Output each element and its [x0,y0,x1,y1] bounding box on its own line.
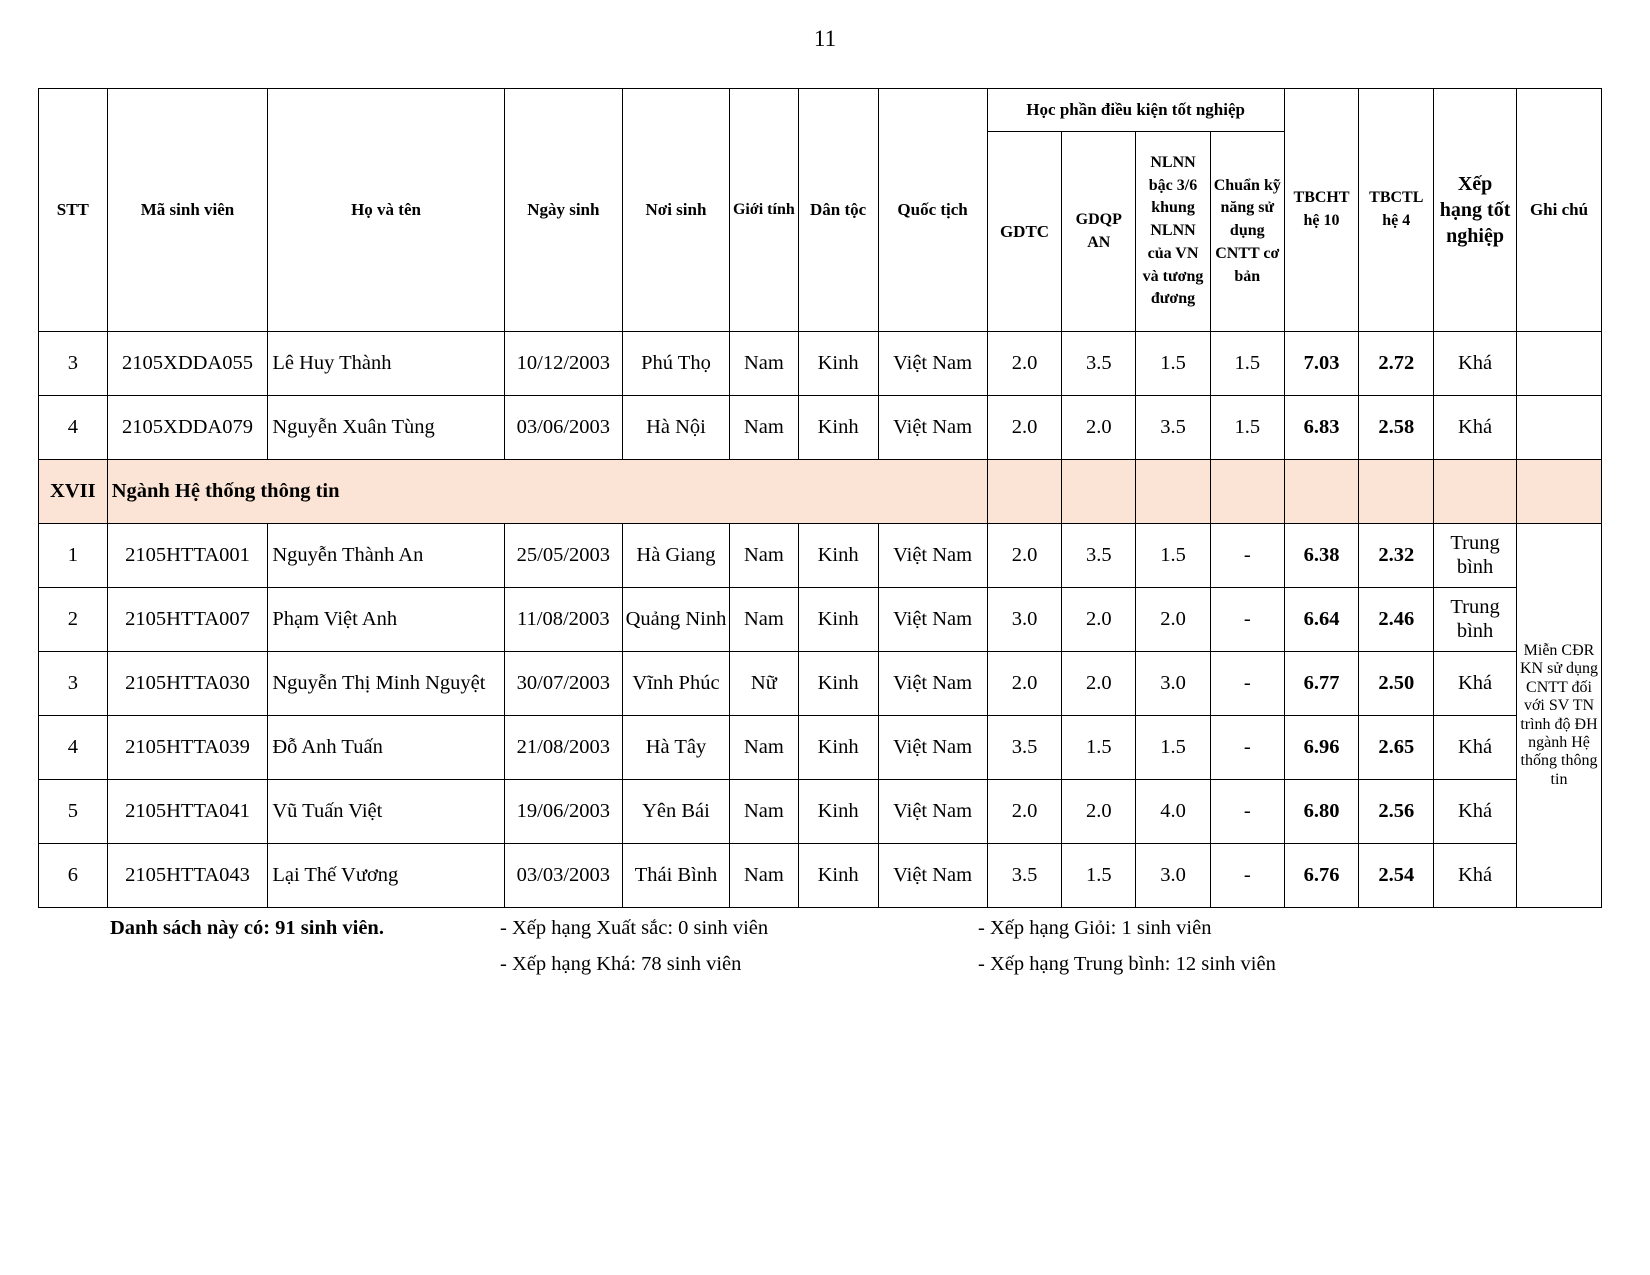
cell-quoc-tich: Việt Nam [878,332,987,396]
header-ghi-chu: Ghi chú [1517,89,1602,332]
table-row [39,844,1602,908]
cell-tbcht: 6.83 [1284,396,1359,460]
table-row [39,652,1602,716]
cell-tbcht: 6.80 [1284,780,1359,844]
section-note: Miễn CĐR KN sử dụng CNTT đối với SV TN trình độ ĐH ngành Hệ thống thông tin [1517,524,1602,908]
cell-tbcht: 6.96 [1284,716,1359,780]
header-noi-sinh: Nơi sinh [622,89,729,332]
cell-stt: 5 [39,780,108,844]
cell-ho-va-ten: Đỗ Anh Tuấn [268,716,504,780]
cell-gioi-tinh: Nam [730,844,799,908]
cell-ngay-sinh: 03/03/2003 [504,844,622,908]
graduation-table [38,88,1602,908]
cell-ho-va-ten: Nguyễn Xuân Tùng [268,396,504,460]
cell-ma-sinh-vien: 2105HTTA041 [107,780,268,844]
cell-xep-hang: Khá [1434,780,1517,844]
cell-xep-hang: Trung bình [1434,588,1517,652]
cell-ho-va-ten: Lê Huy Thành [268,332,504,396]
cell-dan-toc: Kinh [798,524,878,588]
cell-tbctl: 2.46 [1359,588,1434,652]
cell-noi-sinh: Hà Giang [622,524,729,588]
cell-gioi-tinh: Nam [730,716,799,780]
cell-gdqp: 2.0 [1062,652,1136,716]
cell-tbcht: 6.77 [1284,652,1359,716]
cell-cntt: - [1210,780,1284,844]
cell-gdqp: 2.0 [1062,396,1136,460]
page-number: 11 [813,26,837,51]
cell-nlnn: 1.5 [1136,716,1211,780]
cell-xep-hang: Khá [1434,844,1517,908]
cell-tbctl: 2.32 [1359,524,1434,588]
cell-dan-toc: Kinh [798,396,878,460]
cell-cntt: - [1210,844,1284,908]
summary-gioi: - Xếp hạng Giỏi: 1 sinh viên [978,917,1212,939]
table-row [39,524,1602,588]
cell-quoc-tich: Việt Nam [878,780,987,844]
cell-stt: 1 [39,524,108,588]
cell-noi-sinh: Hà Tây [622,716,729,780]
cell-gdqp: 3.5 [1062,524,1136,588]
cell-gdtc: 3.0 [987,588,1062,652]
cell-nlnn: 1.5 [1136,332,1211,396]
cell-gioi-tinh: Nam [730,396,799,460]
cell-gioi-tinh: Nam [730,780,799,844]
cell-dan-toc: Kinh [798,332,878,396]
cell-ngay-sinh: 25/05/2003 [504,524,622,588]
summary-trung-binh: - Xếp hạng Trung bình: 12 sinh viên [978,953,1276,975]
cell-stt: 4 [39,716,108,780]
cell-ho-va-ten: Vũ Tuấn Việt [268,780,504,844]
cell-gioi-tinh: Nữ [730,652,799,716]
cell-stt: 2 [39,588,108,652]
header-dan-toc: Dân tộc [798,89,878,332]
cell-gdqp: 1.5 [1062,844,1136,908]
cell-tbctl: 2.50 [1359,652,1434,716]
cell-cntt: 1.5 [1210,396,1284,460]
header-gdtc: GDTC [987,132,1062,332]
header-xep-hang: Xếp hạng tốt nghiệp [1434,89,1517,332]
cell-gdtc: 2.0 [987,332,1062,396]
cell-gdqp: 2.0 [1062,780,1136,844]
cell-tbctl: 2.72 [1359,332,1434,396]
summary-kha: - Xếp hạng Khá: 78 sinh viên [500,953,742,975]
cell-dan-toc: Kinh [798,844,878,908]
cell-gdqp: 3.5 [1062,332,1136,396]
cell-noi-sinh: Yên Bái [622,780,729,844]
cell-gdtc: 2.0 [987,780,1062,844]
cell-dan-toc: Kinh [798,780,878,844]
cell-tbcht: 7.03 [1284,332,1359,396]
cell-ho-va-ten: Phạm Việt Anh [268,588,504,652]
cell-ma-sinh-vien: 2105HTTA030 [107,652,268,716]
cell-xep-hang: Trung bình [1434,524,1517,588]
cell-cntt: 1.5 [1210,332,1284,396]
cell-dan-toc: Kinh [798,716,878,780]
cell-dan-toc: Kinh [798,652,878,716]
cell-ghi-chu [1517,332,1602,396]
cell-ho-va-ten: Lại Thế Vương [268,844,504,908]
cell-ngay-sinh: 30/07/2003 [504,652,622,716]
section-title: Ngành Hệ thống thông tin [107,460,987,524]
cell-quoc-tich: Việt Nam [878,844,987,908]
table-row [39,780,1602,844]
cell-cntt: - [1210,524,1284,588]
table-row [39,716,1602,780]
cell-cntt: - [1210,588,1284,652]
cell-gdtc: 3.5 [987,716,1062,780]
cell-xep-hang: Khá [1434,716,1517,780]
summary-total: Danh sách này có: 91 sinh viên. [110,917,384,939]
cell-tbcht: 6.64 [1284,588,1359,652]
cell-ma-sinh-vien: 2105XDDA079 [107,396,268,460]
cell-ma-sinh-vien: 2105HTTA001 [107,524,268,588]
header-ma-sinh-vien: Mã sinh viên [107,89,268,332]
cell-ghi-chu [1517,396,1602,460]
cell-tbctl: 2.54 [1359,844,1434,908]
header-stt: STT [39,89,108,332]
cell-cntt: - [1210,652,1284,716]
cell-tbctl: 2.56 [1359,780,1434,844]
cell-ma-sinh-vien: 2105HTTA007 [107,588,268,652]
table-row [39,588,1602,652]
cell-gdtc: 2.0 [987,396,1062,460]
cell-ngay-sinh: 03/06/2003 [504,396,622,460]
summary-xuat-sac: - Xếp hạng Xuất sắc: 0 sinh viên [500,917,769,939]
cell-nlnn: 1.5 [1136,524,1211,588]
header-quoc-tich: Quốc tịch [878,89,987,332]
cell-xep-hang: Khá [1434,396,1517,460]
cell-nlnn: 3.0 [1136,652,1211,716]
cell-cntt: - [1210,716,1284,780]
cell-ma-sinh-vien: 2105XDDA055 [107,332,268,396]
cell-ngay-sinh: 11/08/2003 [504,588,622,652]
cell-quoc-tich: Việt Nam [878,652,987,716]
cell-stt: 3 [39,332,108,396]
cell-ho-va-ten: Nguyễn Thành An [268,524,504,588]
cell-quoc-tich: Việt Nam [878,524,987,588]
section-roman: XVII [39,460,108,524]
cell-gioi-tinh: Nam [730,588,799,652]
cell-gdqp: 2.0 [1062,588,1136,652]
cell-tbctl: 2.58 [1359,396,1434,460]
cell-nlnn: 3.5 [1136,396,1211,460]
cell-gdtc: 3.5 [987,844,1062,908]
cell-noi-sinh: Vĩnh Phúc [622,652,729,716]
cell-quoc-tich: Việt Nam [878,396,987,460]
table-row [39,396,1602,460]
cell-ma-sinh-vien: 2105HTTA043 [107,844,268,908]
cell-noi-sinh: Thái Bình [622,844,729,908]
cell-stt: 3 [39,652,108,716]
header-ho-va-ten: Họ và tên [268,89,504,332]
cell-ngay-sinh: 19/06/2003 [504,780,622,844]
cell-dan-toc: Kinh [798,588,878,652]
cell-tbcht: 6.38 [1284,524,1359,588]
cell-gioi-tinh: Nam [730,332,799,396]
cell-stt: 4 [39,396,108,460]
cell-xep-hang: Khá [1434,332,1517,396]
cell-quoc-tich: Việt Nam [878,716,987,780]
cell-stt: 6 [39,844,108,908]
cell-ngay-sinh: 21/08/2003 [504,716,622,780]
cell-noi-sinh: Quảng Ninh [622,588,729,652]
header-tbctl: TBCTL hệ 4 [1359,89,1434,332]
header-ngay-sinh: Ngày sinh [504,89,622,332]
section-row [39,460,1602,524]
header-tbcht: TBCHT hệ 10 [1284,89,1359,332]
cell-xep-hang: Khá [1434,652,1517,716]
cell-ma-sinh-vien: 2105HTTA039 [107,716,268,780]
header-cntt: Chuẩn kỹ năng sử dụng CNTT cơ bản [1210,132,1284,332]
cell-gdqp: 1.5 [1062,716,1136,780]
cell-noi-sinh: Hà Nội [622,396,729,460]
cell-nlnn: 2.0 [1136,588,1211,652]
cell-noi-sinh: Phú Thọ [622,332,729,396]
cell-gioi-tinh: Nam [730,524,799,588]
header-gioi-tinh: Giới tính [730,89,799,332]
header-nlnn: NLNN bậc 3/6 khung NLNN của VN và tương đương [1136,132,1211,332]
table-row [39,332,1602,396]
cell-gdtc: 2.0 [987,524,1062,588]
cell-nlnn: 4.0 [1136,780,1211,844]
cell-tbcht: 6.76 [1284,844,1359,908]
cell-tbctl: 2.65 [1359,716,1434,780]
cell-quoc-tich: Việt Nam [878,588,987,652]
cell-ngay-sinh: 10/12/2003 [504,332,622,396]
cell-gdtc: 2.0 [987,652,1062,716]
header-hoc-phan-group: Học phần điều kiện tốt nghiệp [987,89,1284,132]
header-gdqp: GDQP AN [1062,132,1136,332]
cell-nlnn: 3.0 [1136,844,1211,908]
cell-ho-va-ten: Nguyễn Thị Minh Nguyệt [268,652,504,716]
